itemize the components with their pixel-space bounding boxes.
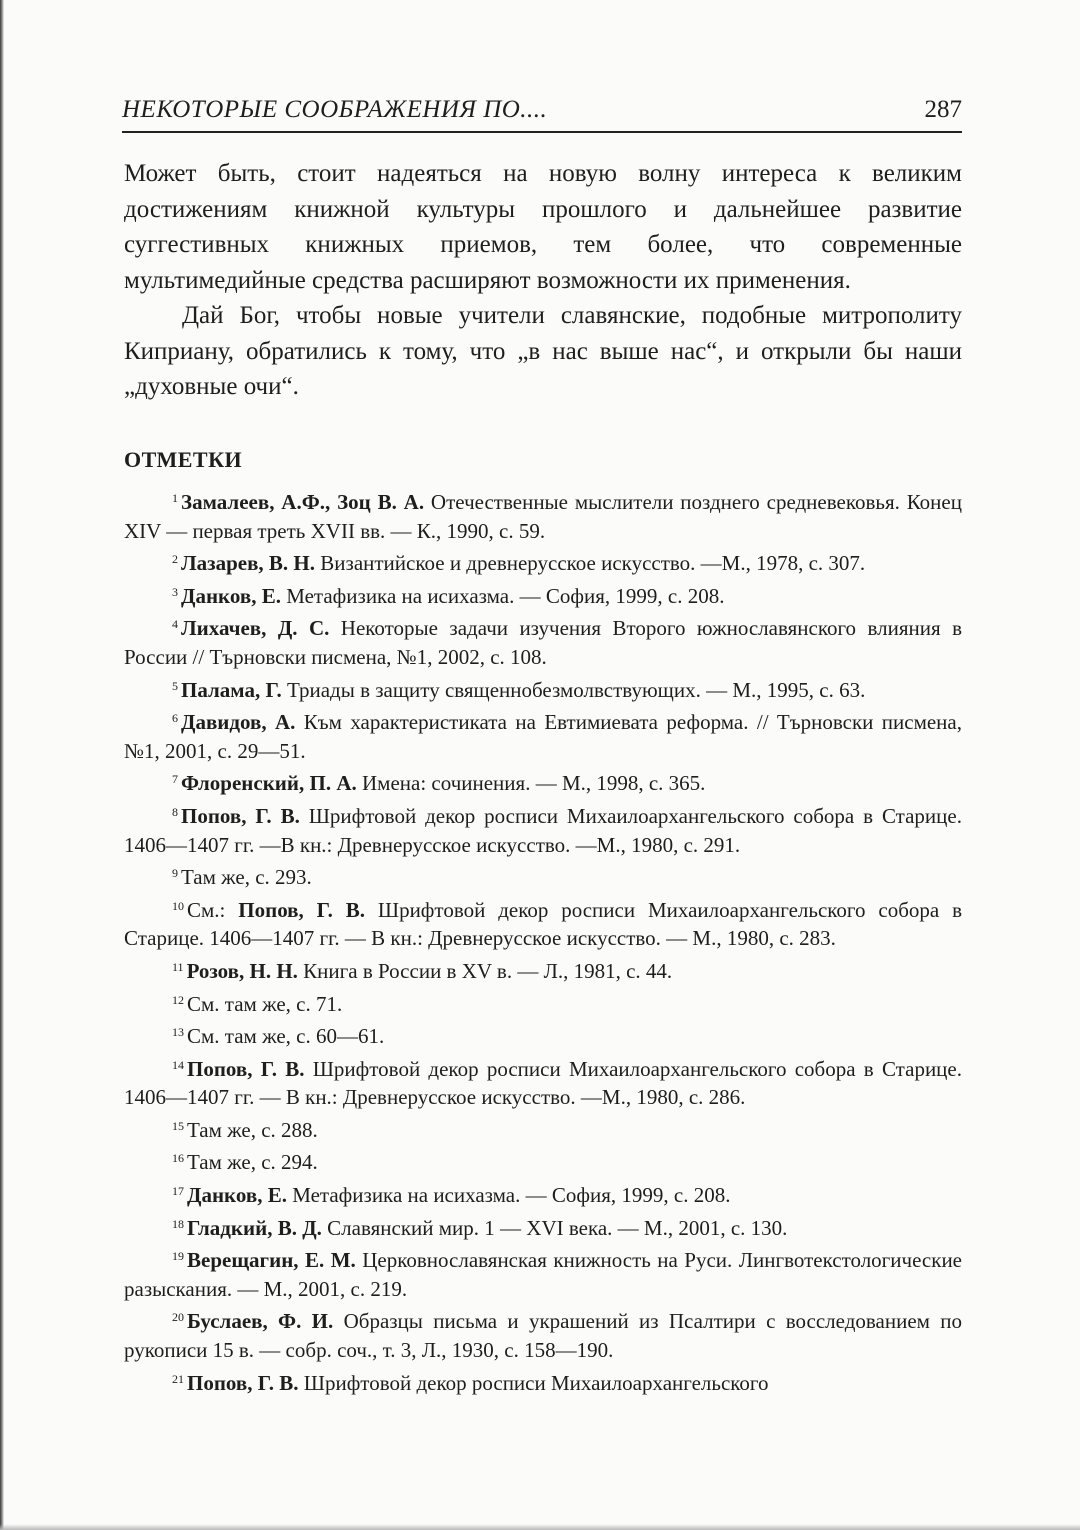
footnote-item bbox=[124, 798, 962, 859]
footnote-item bbox=[124, 1303, 962, 1364]
footnote-number: 8 bbox=[172, 804, 178, 819]
footnote-item bbox=[124, 1210, 962, 1243]
footnote-item bbox=[124, 704, 962, 765]
footnote-number: 21 bbox=[172, 1371, 184, 1386]
footnote-item bbox=[124, 765, 962, 798]
notes-heading: ОТМЕТКИ bbox=[124, 447, 243, 472]
page-number: 287 bbox=[924, 96, 962, 123]
footnote-author: Попов, Г. В. bbox=[187, 1370, 299, 1395]
footnote-number: 3 bbox=[172, 584, 178, 599]
footnote-author: Верещагин, Е. М. bbox=[187, 1248, 356, 1273]
footnote-item bbox=[124, 1365, 962, 1398]
footnote-author: Данков, Е. bbox=[187, 1183, 287, 1208]
footnote-author: Лазарев, В. Н. bbox=[181, 551, 316, 576]
footnote-item bbox=[124, 578, 962, 611]
footnote-author: Попов, Г. В. bbox=[238, 897, 366, 922]
footnote-item bbox=[124, 545, 962, 578]
footnote-item bbox=[124, 1242, 962, 1303]
page-header bbox=[122, 96, 962, 128]
footnote-number: 6 bbox=[172, 711, 178, 726]
footnote-text: См. там же, с. 71. bbox=[187, 991, 343, 1016]
footnote-number: 11 bbox=[172, 959, 184, 974]
page-binding-edge bbox=[0, 0, 4, 1530]
footnote-author: Флоренский, П. А. bbox=[181, 771, 357, 796]
footnote-text: Книга в России в XV в. — Л., 1981, с. 44. bbox=[297, 958, 673, 983]
footnote-number: 10 bbox=[172, 898, 184, 913]
footnote-number: 17 bbox=[172, 1184, 184, 1199]
footnote-text: Триады в защиту священнобезмолвствующих. — М., 1995, с. 63. bbox=[281, 677, 866, 702]
footnote-item bbox=[124, 484, 962, 545]
footnote-author: Розов, Н. Н. bbox=[186, 958, 298, 983]
footnote-author: Буслаев, Ф. И. bbox=[187, 1309, 334, 1334]
footnote-text: Метафизика на исихазма. — София, 1999, с. 208. bbox=[280, 583, 725, 608]
footnote-text: Славянский мир. 1 — XVI века. — М., 2001, с. 130. bbox=[321, 1215, 788, 1240]
footnote-author: Замалеев, А.Ф., Зоц В. А. bbox=[181, 490, 425, 514]
footnote-text: Метафизика на исихазма. — София, 1999, с. 208. bbox=[286, 1183, 731, 1208]
footnote-text: Там же, с. 288. bbox=[187, 1117, 318, 1142]
footnote-text: Там же, с. 293. bbox=[181, 865, 312, 890]
footnote-text: Шрифтовой декор росписи Михаилоархангельского собора в Старице. 1406—1407 гг. — В кн.: Древнерусское искусство. —М., 1980, с. 286. bbox=[124, 1056, 962, 1110]
page-bottom-shadow bbox=[0, 1524, 1080, 1530]
footnote-number: 7 bbox=[172, 772, 178, 787]
running-title: НЕКОТОРЫЕ СООБРАЖЕНИЯ ПО.... bbox=[122, 96, 548, 123]
header-rule bbox=[122, 131, 962, 133]
footnote-item bbox=[124, 1112, 962, 1145]
footnote-item bbox=[124, 1177, 962, 1210]
footnote-author: Палама, Г. bbox=[181, 677, 282, 702]
footnote-item bbox=[124, 986, 962, 1019]
footnote-number: 5 bbox=[172, 678, 178, 693]
notes-list bbox=[124, 484, 962, 1397]
footnote-number: 15 bbox=[172, 1118, 184, 1133]
footnote-text: Имена: сочинения. — М., 1998, с. 365. bbox=[356, 771, 706, 796]
footnote-text: Византийское и древнерусское искусство. —М., 1978, с. 307. bbox=[315, 551, 866, 576]
footnote-text: Шрифтовой декор росписи Михаилоархангельского собора в Старице. 1406—1407 гг. — В кн.: Древнерусское искусство. — М., 1980, с. 283. bbox=[124, 897, 962, 951]
footnote-number: 19 bbox=[172, 1249, 184, 1264]
footnote-item bbox=[124, 1144, 962, 1177]
footnote-author: Попов, Г. В. bbox=[181, 803, 300, 828]
footnote-prefix: См.: bbox=[187, 897, 239, 922]
footnote-number: 18 bbox=[172, 1216, 184, 1231]
footnote-author: Попов, Г. В. bbox=[187, 1056, 305, 1081]
footnote-item bbox=[124, 953, 962, 986]
footnote-text: Шрифтовой декор росписи Михаилоархангельского собора в Старице. 1406—1407 гг. —В кн.: Древнерусское искусство. —М., 1980, с. 291. bbox=[124, 803, 962, 857]
footnote-text: См. там же, с. 60—61. bbox=[187, 1024, 385, 1049]
footnote-text: Шрифтовой декор росписи Михаилоархангельского bbox=[298, 1370, 769, 1395]
footnote-author: Давидов, А. bbox=[181, 710, 296, 735]
footnote-number: 9 bbox=[172, 866, 178, 881]
footnote-item bbox=[124, 859, 962, 892]
footnote-number: 2 bbox=[172, 552, 178, 567]
footnote-text: Отечественные мыслители позднего средневековья. Конец XIV — первая треть XVII вв. — К., 1990, с. 59. bbox=[124, 490, 962, 543]
main-text bbox=[124, 156, 962, 405]
footnote-author: Лихачев, Д. С. bbox=[181, 616, 330, 641]
footnote-text: Церковнославянская книжность на Руси. Лингвотекстологические разыскания. — М., 2001, с. 219. bbox=[124, 1248, 963, 1301]
footnote-number: 20 bbox=[172, 1310, 184, 1325]
footnote-item bbox=[124, 892, 962, 953]
footnote-number: 12 bbox=[172, 992, 184, 1007]
footnote-text: Образцы письма и украшений из Псалтири с восследованием по рукописи 15 в. — собр. соч., т. 3, Л., 1930, с. 158—190. bbox=[124, 1309, 962, 1363]
footnote-item bbox=[124, 672, 962, 705]
footnote-number: 14 bbox=[172, 1057, 184, 1072]
footnote-number: 4 bbox=[172, 617, 178, 632]
body-paragraph: Может быть, стоит надеяться на новую волну интереса к великим достижениям книжной культуры прошлого и дальнейшее развитие суггестивных книжных приемов, тем более, что современные мультимедийные средства расширяют возможности их применения. bbox=[124, 160, 962, 294]
footnote-number: 13 bbox=[172, 1025, 184, 1040]
footnote-item bbox=[124, 610, 962, 671]
footnote-author: Гладкий, В. Д. bbox=[187, 1215, 322, 1240]
footnote-item bbox=[124, 1018, 962, 1051]
footnote-text: Към характеристиката на Евтимиевата реформа. // Търновски писмена, №1, 2001, с. 29—51. bbox=[124, 710, 962, 763]
body-paragraph: Дай Бог, чтобы новые учители славянские, подобные митрополиту Киприану, обратились к тому, что „в нас выше нас“, и открыли бы наши „духовные очи“. bbox=[124, 302, 962, 400]
footnote-number: 16 bbox=[172, 1151, 184, 1166]
footnote-author: Данков, Е. bbox=[181, 583, 281, 608]
footnote-text: Некоторые задачи изучения Второго южнославянского влияния в России // Търновски писмена, №1, 2002, с. 108. bbox=[124, 616, 962, 669]
footnote-text: Там же, с. 294. bbox=[187, 1150, 318, 1175]
footnote-item bbox=[124, 1051, 962, 1112]
footnote-number: 1 bbox=[172, 491, 178, 505]
